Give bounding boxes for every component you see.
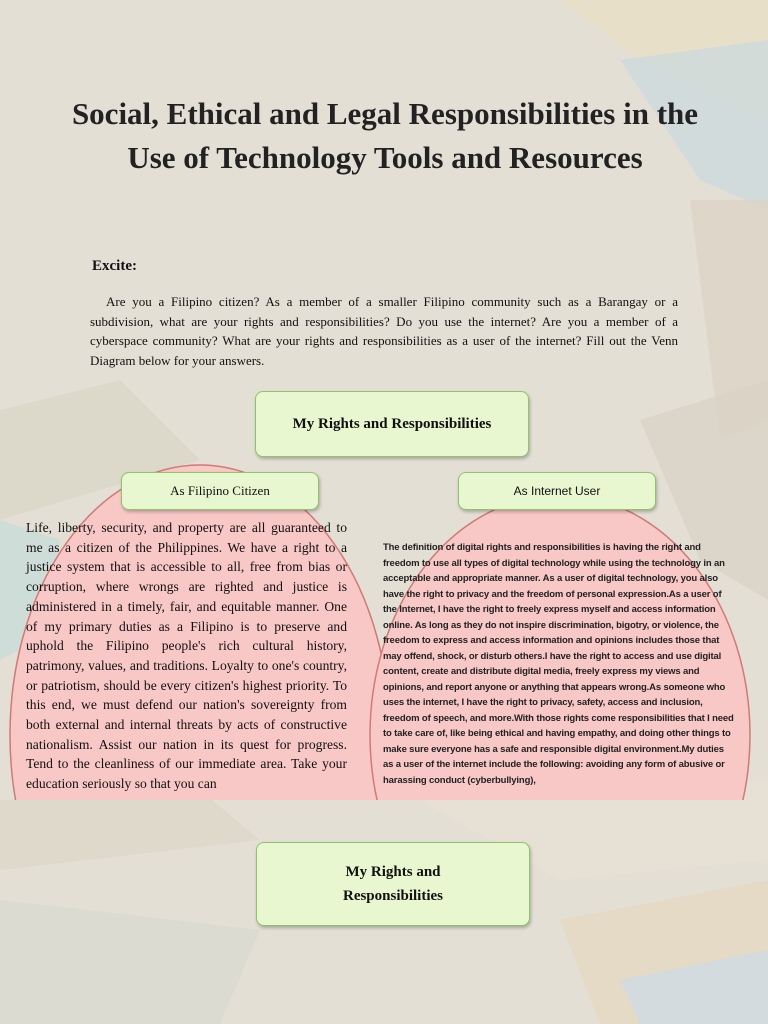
filipino-citizen-label-box: As Filipino Citizen <box>121 472 319 510</box>
bottom-heading-box: My Rights and Responsibilities <box>256 842 530 926</box>
page-title: Social, Ethical and Legal Responsibilities in the Use of Technology Tools and Resources <box>71 96 699 175</box>
filipino-citizen-text: Life, liberty, security, and property are all guaranteed to me as a citizen of the Philippines. We have a right to a justice system that is accessible to all, free from bias or corruption, where wrongs are righted and justice is administered in a timely, fair, and equitable manner. One of my primary duties as a Filipino is to preserve and uphold the Filipino people's rich cultural history, patrimony, values, and traditions. Loyalty to one's country, or patriotism, should be every citizen's highest priority. To this end, we must defend our nation's sovereignty from both external and internal threats by acts of constructive nationalism. Assist our nation in its quest for progress. Tend to the cleanliness of our immediate area. Take your education seriously so that you can <box>26 520 347 792</box>
intro-paragraph: Are you a Filipino citizen? As a member of a smaller Filipino community such as a Barangay or a subdivision, what are your rights and responsibilities? Do you use the internet? Are you a member of a cyberspace community? What are your rights and responsibilities as a user of the internet? Fill out the Venn Diagram below for your answers. <box>90 294 678 368</box>
main-heading-box: My Rights and Responsibilities <box>255 391 529 457</box>
internet-user-text: The definition of digital rights and responsibilities is having the right and freedom to use all types of digital technology while using the technology in an acceptable and appropriate manner. As a user of digital technology, you also have the right to privacy and the freedom of personal expression.As a user of the Internet, I have the right to freely express myself and access information online. As long as they do not inspire discrimination, bigotry, or violence, the freedom to express and access information and opinions includes those that may offend, shock, or disturb others.I have the right to access and use digital content, create and distribute digital media, freely express my views and opinions, and report anyone or anything that appears wrong.As someone who uses the internet, I have the right to privacy, safety, access and inclusion, freedom of speech, and more.With those rights come responsibilities that I need to take care of, like being ethical and having empathy, and doing other things to make sure everyone has a safe and responsible digital environment.My duties as a user of the internet include the following: avoiding any form of abusive or harassing conduct (cyberbullying), <box>383 542 734 786</box>
internet-user-label-box: As Internet User <box>458 472 656 510</box>
section-label-excite: Excite: <box>92 258 137 274</box>
